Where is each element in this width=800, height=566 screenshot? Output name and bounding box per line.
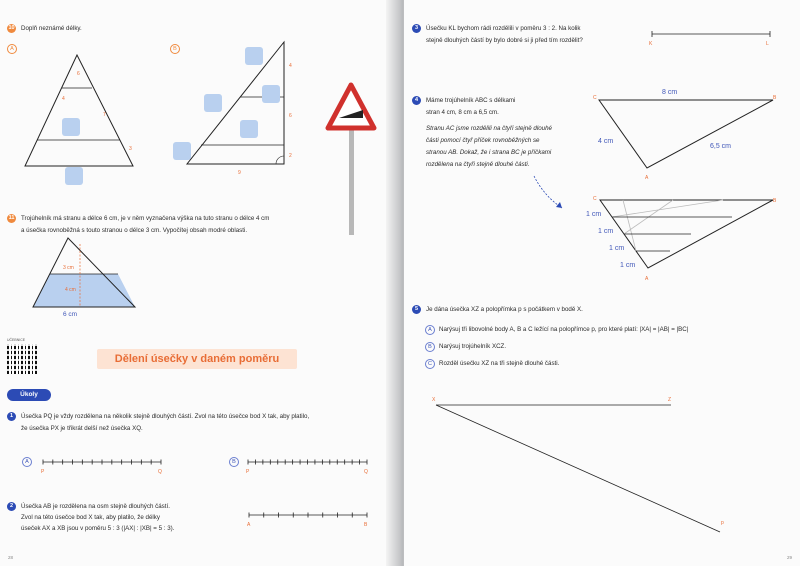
- task-1-line2: že úsečka PX je třikrát delší než úsečka XQ.: [21, 425, 143, 432]
- task-10-text: Doplň neznámé délky.: [21, 25, 82, 32]
- task-5c-badge: C: [425, 359, 435, 369]
- tri2-b: B: [773, 198, 777, 204]
- task-2-line1: Úsečka AB je rozdělena na osm stejně dlouhých částí.: [21, 503, 170, 510]
- right-page: [404, 0, 800, 566]
- task-4-line: Stranu AC jsme rozdělili na čtyři stejně dlouhé: [426, 125, 552, 132]
- task-11-line2: a úsečka rovnoběžná s touto stranou o délce 3 cm. Vypočítej obsah modré oblasti.: [21, 227, 248, 234]
- fig10a-label-1: 6: [77, 71, 80, 77]
- task-5b-badge: B: [425, 342, 435, 352]
- task-1b-badge: B: [229, 457, 239, 467]
- fig10b-label-2: 6: [289, 113, 292, 119]
- right-figures: [404, 0, 800, 566]
- task-4-line: stran 4 cm, 8 cm a 6,5 cm.: [426, 109, 499, 116]
- task-4-line: Máme trojúhelník ABC s délkami: [426, 97, 516, 104]
- task-1a-badge: A: [22, 457, 32, 467]
- tri2-a: A: [645, 276, 649, 282]
- ray-p: p: [721, 520, 724, 526]
- task-5c-text: Rozděl úsečku XZ na tři stejně dlouhé části.: [439, 360, 560, 367]
- tri2-seg-4: 1 cm: [620, 262, 636, 269]
- section-title: Dělení úsečky v daném poměru: [97, 349, 297, 369]
- qr-label: UČEBNICE: [7, 338, 26, 342]
- ukoly-badge: Úkoly: [7, 389, 51, 401]
- seg2-b: B: [364, 522, 368, 528]
- task-1-line1: Úsečka PQ je vždy rozdělena na několik stejně dlouhých částí. Zvol na této úsečce bod X tak, aby platilo,: [21, 413, 310, 420]
- fig10b-label-4: 9: [238, 170, 241, 176]
- point-z: Z: [668, 397, 672, 403]
- task-11-number: 11: [8, 215, 15, 221]
- task-4-line: rozdělena na čtyři stejně dlouhé části.: [426, 161, 530, 168]
- task-1-segments: [0, 0, 396, 566]
- task-3-line2: stejně dlouhých částí by bylo dobré si ji před tím rozdělit?: [426, 37, 583, 44]
- seg1b-p: P: [246, 469, 250, 475]
- seg1a-q: Q: [158, 469, 162, 475]
- seg2-a: A: [247, 522, 251, 528]
- tri1-ca: 4 cm: [598, 138, 614, 145]
- task-11-line1: Trojúhelník má stranu a délce 6 cm, je v něm vyznačena výška na tuto stranu o délce 4 cm: [21, 215, 270, 222]
- point-x: X: [432, 397, 436, 403]
- page-number-left: 28: [8, 555, 14, 560]
- task-10a-badge: A: [7, 44, 17, 54]
- page-number-right: 29: [786, 555, 792, 560]
- fig10b-label-3: 2: [289, 153, 292, 159]
- task-2-line2: Zvol na této úsečce bod X tak, aby platilo, že délky: [21, 514, 160, 521]
- task-5a-text: Narýsuj tři libovolné body A, B a C ležící na polopřímce p, pro které platí: |XA| = |AB| = |BC|: [439, 326, 689, 333]
- tri2-seg-1: 1 cm: [586, 211, 602, 218]
- tri2-seg-3: 1 cm: [609, 245, 625, 252]
- task-2-number: 2: [7, 502, 16, 511]
- fig10a-label-2: 4: [62, 96, 65, 102]
- tri1-c: C: [593, 95, 597, 101]
- task-4-number: 4: [412, 96, 421, 105]
- left-page: [0, 0, 396, 566]
- fig11-label-base: 6 cm: [63, 311, 78, 318]
- task-4-line: části pomocí čtyř příček rovnoběžných se: [426, 137, 540, 144]
- task-5-text: Je dána úsečka XZ a polopřímka p s počátkem v bodě X.: [426, 306, 583, 313]
- task-2-line3: úseček AX a XB jsou v poměru 5 : 3 (|AX| : |XB| = 5 : 3).: [21, 525, 175, 532]
- task-10b-badge: B: [170, 44, 180, 54]
- tri1-b: B: [773, 95, 777, 101]
- fig11-label-height: 4 cm: [65, 287, 76, 293]
- fig11-label-top: 3 cm: [63, 265, 74, 271]
- tri2-seg-2: 1 cm: [598, 228, 614, 235]
- tri1-cb: 8 cm: [662, 89, 678, 96]
- seg-k: K: [649, 41, 653, 47]
- task-3-number: 3: [412, 24, 421, 33]
- task-10-number: 10: [8, 25, 15, 31]
- task-4-line: stranou AB. Dokaž, že i strana BC je příčkami: [426, 149, 552, 156]
- tri2-c: C: [593, 196, 597, 202]
- task-3-line1: Úsečku KL bychom rádi rozdělili v poměru 3 : 2. Na kolik: [426, 25, 581, 32]
- seg1a-p: P: [41, 469, 45, 475]
- seg1b-q: Q: [364, 469, 368, 475]
- tri1-ab: 6,5 cm: [710, 143, 732, 150]
- fig10a-label-4: 3: [129, 146, 132, 152]
- tri1-a: A: [645, 175, 649, 181]
- task-5-number: 5: [412, 305, 421, 314]
- fig10a-label-3: 7: [103, 112, 106, 118]
- task-1-number: 1: [7, 412, 16, 421]
- task-5a-badge: A: [425, 325, 435, 335]
- seg-l: L: [766, 41, 769, 47]
- fig10b-label-1: 4: [289, 63, 292, 69]
- task-5b-text: Narýsuj trojúhelník XCZ.: [439, 343, 507, 350]
